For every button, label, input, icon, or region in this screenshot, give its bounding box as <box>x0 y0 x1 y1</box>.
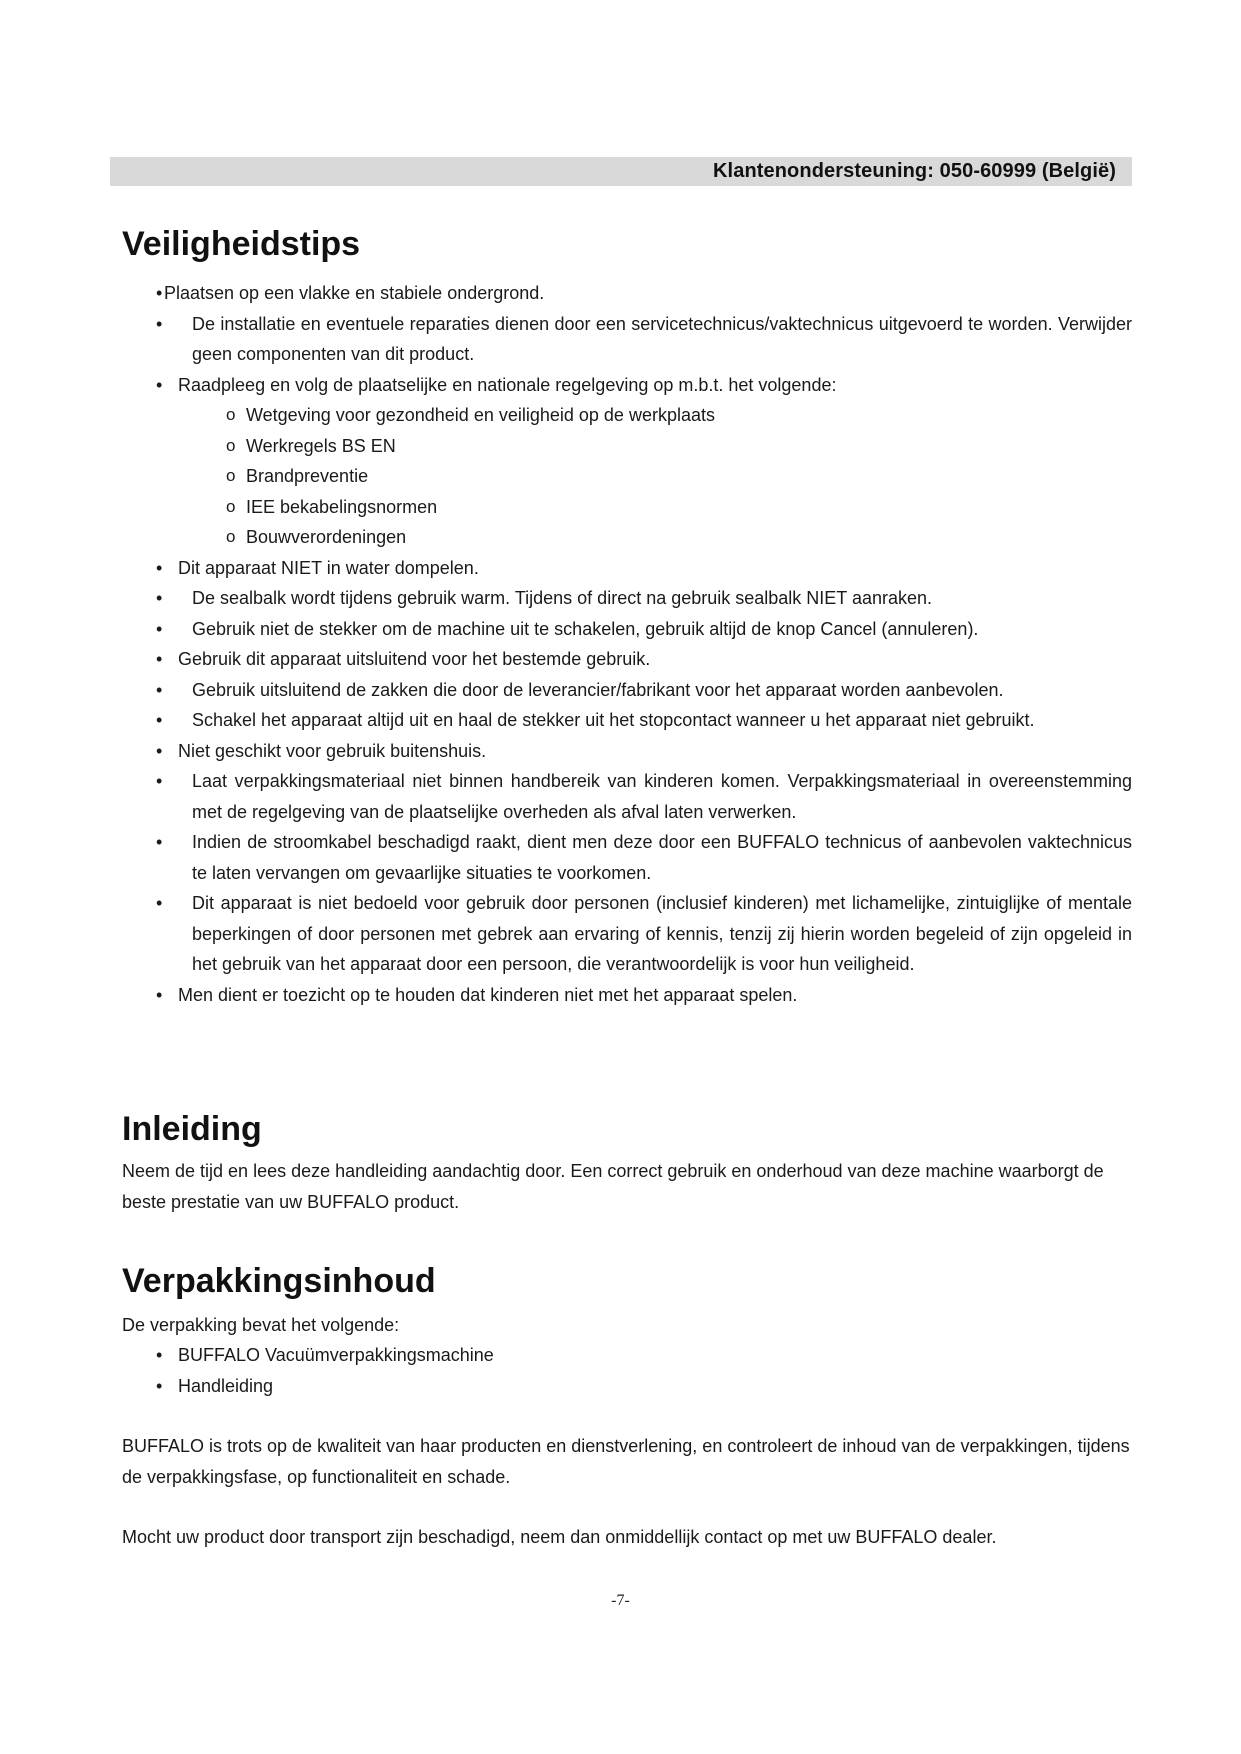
regulation-item-text: Wetgeving voor gezondheid en veiligheid op de werkplaats <box>246 405 715 425</box>
page-number: -7- <box>611 1592 630 1609</box>
circle-bullet-icon: o <box>226 435 236 455</box>
safety-item-text: Dit apparaat NIET in water dompelen. <box>178 557 479 578</box>
package-list <box>122 1340 494 1401</box>
safety-item <box>122 583 1132 614</box>
package-heading: Verpakkingsinhoud <box>122 1262 436 1300</box>
safety-item-text: Dit apparaat is niet bedoeld voor gebruik door personen (inclusief kinderen) met lichamelijke, zintuiglijke of mentale beperkingen of door personen met gebrek aan ervaring of kennis, tenzij zij hierin worden begeleid of zijn opgeleid in het gebruik van het apparaat door een persoon, die verantwoordelijk is voor hun veiligheid. <box>192 893 1132 974</box>
safety-item-text: Gebruik uitsluitend de zakken die door de leverancier/fabrikant voor het apparaat worden aanbevolen. <box>192 679 1004 700</box>
package-item-text: BUFFALO Vacuümverpakkingsmachine <box>178 1345 494 1365</box>
bullet-icon: • <box>156 710 163 730</box>
regulation-item <box>122 461 1132 492</box>
safety-item-text: De sealbalk wordt tijdens gebruik warm. Tijdens of direct na gebruik sealbalk NIET aanraken. <box>192 588 933 608</box>
damage-paragraph: Mocht uw product door transport zijn beschadigd, neem dan onmiddellijk contact op met uw BUFFALO dealer. <box>122 1527 997 1547</box>
safety-item <box>122 705 1132 736</box>
safety-item-text: Gebruik dit apparaat uitsluitend voor het bestemde gebruik. <box>178 649 651 669</box>
quality-paragraph: BUFFALO is trots op de kwaliteit van haar producten en dienstverlening, en controleert de inhoud van de verpakkingen, tijdens de verpakkingsfase, op functionaliteit en schade. <box>122 1436 1130 1487</box>
safety-item-text: Raadpleeg en volg de plaatselijke en nationale regelgeving op m.b.t. het volgende: <box>178 374 837 395</box>
regulation-item-text: Bouwverordeningen <box>246 527 407 547</box>
intro-paragraph: Neem de tijd en lees deze handleiding aandachtig door. Een correct gebruik en onderhoud van deze machine waarborgt de beste prestatie van uw BUFFALO product. <box>122 1161 1104 1212</box>
safety-item <box>122 278 1132 309</box>
safety-item-text: Indien de stroomkabel beschadigd raakt, dient men deze door een BUFFALO technicus of aanbevolen vaktechnicus te laten vervangen om gevaarlijke situaties te voorkomen. <box>192 832 1132 883</box>
intro-heading: Inleiding <box>122 1110 262 1148</box>
regulation-item <box>122 522 1132 553</box>
bullet-icon: • <box>156 374 163 395</box>
bullet-icon: • <box>156 893 163 913</box>
bullet-icon: • <box>156 618 163 639</box>
safety-item <box>122 309 1132 370</box>
regulation-item-text: Brandpreventie <box>246 466 369 486</box>
bullet-icon: • <box>156 283 163 303</box>
safety-item-text: Niet geschikt voor gebruik buitenshuis. <box>178 740 487 761</box>
safety-item <box>122 614 1132 645</box>
safety-list <box>122 278 1132 1010</box>
safety-heading: Veiligheidstips <box>122 225 361 263</box>
safety-item <box>122 675 1132 706</box>
regulation-item <box>122 492 1132 523</box>
bullet-icon: • <box>156 649 163 669</box>
safety-item <box>122 370 1132 553</box>
bullet-icon: • <box>156 313 163 334</box>
safety-item-text: Schakel het apparaat altijd uit en haal de stekker uit het stopcontact wanneer u het apparaat niet gebruikt. <box>192 710 1035 730</box>
bullet-icon: • <box>156 1345 163 1365</box>
circle-bullet-icon: o <box>226 527 236 546</box>
safety-item <box>122 888 1132 980</box>
package-item <box>122 1371 494 1402</box>
bullet-icon: • <box>156 557 163 578</box>
safety-item <box>122 980 1132 1011</box>
header-bar <box>110 157 1132 186</box>
safety-item <box>122 644 1132 675</box>
safety-item-text: Men dient er toezicht op te houden dat kinderen niet met het apparaat spelen. <box>178 984 798 1005</box>
regulation-item-text: IEE bekabelingsnormen <box>246 496 438 517</box>
package-item <box>122 1340 494 1371</box>
package-lead: De verpakking bevat het volgende: <box>122 1315 400 1335</box>
circle-bullet-icon: o <box>226 405 236 424</box>
safety-item-text: Plaatsen op een vlakke en stabiele ondergrond. <box>164 283 545 303</box>
bullet-icon: • <box>156 984 163 1005</box>
safety-item <box>122 553 1132 584</box>
bullet-icon: • <box>156 771 163 791</box>
customer-support-header: Klantenondersteuning: 050-60999 (België) <box>713 160 1116 182</box>
safety-item <box>122 766 1132 827</box>
regulation-item <box>122 400 1132 431</box>
circle-bullet-icon: o <box>226 466 236 485</box>
bullet-icon: • <box>156 588 163 608</box>
safety-item-text: Laat verpakkingsmateriaal niet binnen handbereik van kinderen komen. Verpakkingsmateriaal in overeenstemming met de regelgeving van de plaatselijke overheden als afval laten verwerken. <box>192 771 1132 822</box>
safety-item-text: De installatie en eventuele reparaties dienen door een servicetechnicus/vaktechnicus uitgevoerd te worden. Verwijder geen componenten van dit product. <box>192 313 1132 364</box>
bullet-icon: • <box>156 832 163 852</box>
safety-item-text: Gebruik niet de stekker om de machine uit te schakelen, gebruik altijd de knop Cancel (annuleren). <box>192 618 979 639</box>
package-item-text: Handleiding <box>178 1375 274 1396</box>
regulation-sublist <box>122 400 1132 553</box>
bullet-icon: • <box>156 1375 163 1396</box>
regulation-item-text: Werkregels BS EN <box>246 435 396 456</box>
regulation-item <box>122 431 1132 462</box>
safety-item <box>122 736 1132 767</box>
safety-item <box>122 827 1132 888</box>
bullet-icon: • <box>156 679 163 700</box>
circle-bullet-icon: o <box>226 496 236 516</box>
bullet-icon: • <box>156 740 163 761</box>
